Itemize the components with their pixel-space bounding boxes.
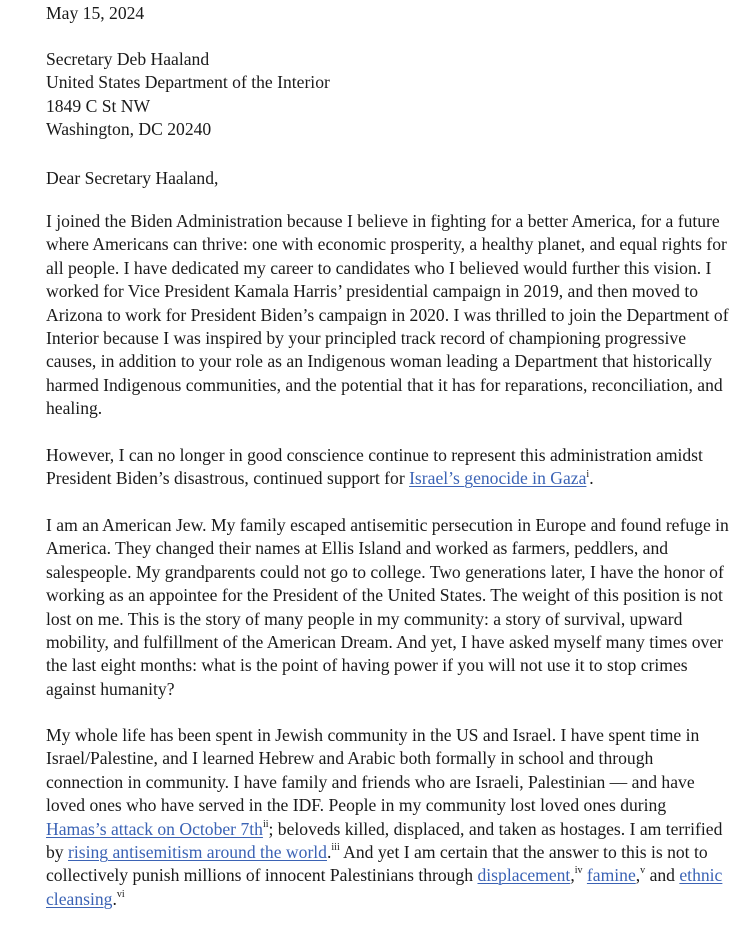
recipient-address bbox=[46, 48, 330, 142]
paragraph-line: worked for Vice President Kamala Harris’ presidential campaign in 2019, and then moved to bbox=[46, 281, 698, 302]
footnote-marker: vi bbox=[116, 888, 125, 900]
paragraph-line: where Americans can thrive: one with economic prosperity, a healthy planet, and equal rights for bbox=[46, 234, 727, 255]
paragraph-line: I am an American Jew. My family escaped antisemitic persecution in Europe and found refuge in bbox=[46, 515, 729, 535]
paragraph-line: healing. bbox=[46, 398, 103, 419]
date-text: May 15, 2024 bbox=[46, 3, 145, 23]
paragraph-line bbox=[46, 888, 722, 911]
salutation bbox=[46, 167, 218, 190]
footnote-marker: i bbox=[586, 468, 590, 480]
address-line: Secretary Deb Haaland bbox=[46, 49, 210, 69]
paragraph-3 bbox=[46, 514, 729, 701]
footnote-marker: v bbox=[640, 865, 646, 877]
link-ethnic-cleansing-cont[interactable]: cleansing bbox=[46, 888, 113, 909]
paragraph-line: Arizona to work for President Biden’s campaign in 2020. I was thrilled to join the Department of bbox=[46, 304, 729, 325]
paragraph-4 bbox=[46, 724, 722, 911]
text-run: ; beloveds killed, displaced, and taken as hostages. I am terrified bbox=[268, 818, 723, 839]
link-hamas-attack[interactable]: Hamas’s attack on October 7th bbox=[46, 818, 263, 839]
text-run: . bbox=[589, 468, 594, 489]
paragraph-2 bbox=[46, 444, 703, 491]
link-displacement[interactable]: displacement bbox=[477, 865, 571, 886]
text-run: collectively punish millions of innocent Palestinians through bbox=[46, 865, 478, 886]
paragraph-line: salespeople. My grandparents could not go to college. Two generations later, I have the honor of bbox=[46, 561, 724, 582]
paragraph-line: connection in community. I have family and friends who are Israeli, Palestinian — and have bbox=[46, 771, 695, 792]
link-gaza-genocide[interactable]: Israel’s genocide in Gaza bbox=[409, 468, 587, 489]
salutation-text: Dear Secretary Haaland, bbox=[46, 168, 219, 188]
paragraph-line: I joined the Biden Administration because I believe in fighting for a better America, for a future bbox=[46, 211, 720, 231]
paragraph-line: mobility, and fulfillment of the American Dream. And yet, I have asked myself many times over bbox=[46, 631, 724, 652]
paragraph-line: However, I can no longer in good conscience continue to represent this administration amidst bbox=[46, 445, 703, 465]
paragraph-line: against humanity? bbox=[46, 678, 175, 699]
paragraph-1 bbox=[46, 210, 729, 421]
paragraph-line: Israel/Palestine, and I learned Hebrew and Arabic both formally in school and through bbox=[46, 748, 654, 769]
paragraph-line: the last eight months: what is the point of having power if you will not use it to stop crimes bbox=[46, 655, 688, 676]
text-run: And yet I am certain that the answer to this is not to bbox=[339, 841, 708, 862]
paragraph-line: harmed Indigenous communities, and the potential that it has for reparations, reconciliation, and bbox=[46, 374, 723, 395]
paragraph-line: causes, in addition to your role as an Indigenous woman leading a Department that historically bbox=[46, 351, 712, 372]
text-run: by bbox=[46, 841, 68, 862]
text-run: . bbox=[112, 888, 117, 909]
text-run: , bbox=[635, 865, 641, 886]
footnote-marker: iii bbox=[331, 842, 340, 854]
address-line: 1849 C St NW bbox=[46, 95, 151, 116]
footnote-marker: ii bbox=[262, 818, 269, 830]
paragraph-line: working as an appointee for the President of the United States. The weight of this position is not bbox=[46, 585, 723, 606]
text-run: and bbox=[645, 865, 680, 886]
text-run: President Biden’s disastrous, continued support for bbox=[46, 468, 410, 489]
link-ethnic-cleansing[interactable]: ethnic bbox=[679, 865, 723, 886]
paragraph-line: America. They changed their names at Ellis Island and worked as farmers, peddlers, and bbox=[46, 538, 669, 559]
address-line: United States Department of the Interior bbox=[46, 72, 330, 93]
address-line: Washington, DC 20240 bbox=[46, 119, 212, 140]
link-rising-antisemitism[interactable]: rising antisemitism around the world bbox=[68, 841, 327, 862]
paragraph-line bbox=[46, 841, 722, 864]
paragraph-line: all people. I have dedicated my career to candidates who I believed would further this vision. I bbox=[46, 257, 712, 278]
paragraph-line: lost on me. This is the story of many people in my community: a story of survival, upward bbox=[46, 608, 683, 629]
link-famine[interactable]: famine bbox=[586, 865, 636, 886]
letter-date bbox=[46, 2, 144, 25]
text-run: . bbox=[326, 841, 332, 862]
paragraph-line bbox=[46, 818, 722, 841]
footnote-marker: iv bbox=[574, 865, 583, 877]
paragraph-line: Interior because I was inspired by your principled track record of championing progressive bbox=[46, 327, 686, 348]
paragraph-line: loved ones who have served in the IDF. People in my community lost loved ones during bbox=[46, 795, 667, 816]
text-run: , bbox=[570, 865, 575, 886]
paragraph-line: My whole life has been spent in Jewish community in the US and Israel. I have spent time in bbox=[46, 725, 700, 745]
paragraph-line bbox=[46, 467, 703, 490]
paragraph-line bbox=[46, 864, 722, 887]
